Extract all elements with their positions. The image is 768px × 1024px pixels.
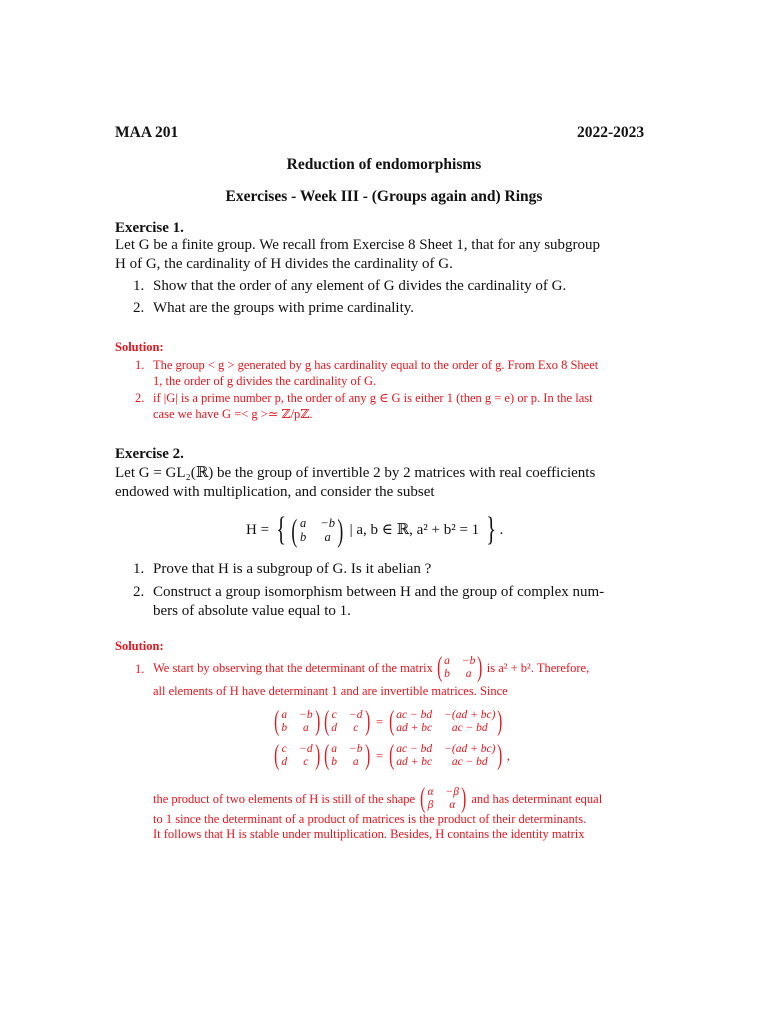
matrix-entry: a: [324, 530, 331, 544]
matrix-entry: b: [281, 722, 288, 734]
exercise-1-line-2: H of G, the cardinality of H divides the cardinality of G.: [115, 256, 453, 272]
exercise-2-q1-number: 1.: [133, 561, 145, 577]
matrix-entry: −b: [461, 655, 476, 667]
set-end: .: [499, 521, 504, 538]
exercise-1-s1: [153, 357, 663, 389]
exercise-2-heading: Exercise 2.: [115, 446, 184, 462]
exercise-2-text: [115, 464, 660, 502]
exercise-2-q2-number: 2.: [133, 584, 145, 600]
matrix-entry: a: [465, 668, 472, 680]
exercise-2-solution-heading: Solution:: [115, 639, 164, 653]
exercise-1-text: [115, 236, 660, 274]
matrix-entry: −d: [299, 743, 313, 755]
matrix-entry: a: [331, 743, 337, 755]
matrix-entry: a: [300, 516, 307, 530]
inline-matrix-ab: ( a −b b a ): [436, 652, 483, 683]
exercise-2-q2: [153, 583, 663, 621]
matrix-entry: c: [353, 722, 359, 734]
exercise-1-s1-line-2: 1, the order of g divides the cardinality of G.: [153, 374, 377, 388]
matrix-entry: −b: [320, 516, 335, 530]
matrix-entry: b: [331, 756, 337, 768]
equals-sign: =: [375, 715, 383, 729]
matrix-entry: −(ad + bc): [444, 709, 496, 721]
exercise-1-s2-line-1: if |G| is a prime number p, the order of any g ∈ G is either 1 (then g = e) or p. In the last: [153, 391, 593, 405]
matrix-entry: a: [302, 722, 309, 734]
s1-post: is a² + b². Therefore,: [486, 661, 590, 675]
s1-shape-post: and has determinant equal: [471, 792, 603, 806]
right-brace: }: [486, 511, 497, 548]
matrix-entry: d: [331, 722, 337, 734]
matrix-entry: ad + bc: [396, 756, 433, 768]
shape-matrix: ( α −β β α ): [420, 783, 467, 814]
matrix-entry: c: [303, 756, 309, 768]
matrix-entry: ac − bd: [396, 709, 433, 721]
exercise-2-s1-line-1: [153, 651, 589, 685]
eq2-matrix-ab: ( a −b b a ): [324, 740, 370, 771]
matrix-entry: ac − bd: [451, 722, 488, 734]
exercise-2-s1-line-4: to 1 since the determinant of a product of matrices is the product of their determinants.: [153, 812, 587, 826]
matrix-entry: a: [444, 655, 450, 667]
exercise-2-line-2: endowed with multiplication, and consider the subset: [115, 484, 435, 500]
equals-sign: =: [375, 749, 383, 763]
matrix-entry: ad + bc: [396, 722, 433, 734]
matrix-entry: ac − bd: [396, 743, 433, 755]
exercise-1-q1: Show that the order of any element of G divides the cardinality of G.: [153, 278, 567, 294]
s1-pre: We start by observing that the determinant of the matrix: [153, 661, 433, 675]
exercise-1-s2-number: 2.: [135, 391, 145, 405]
exercise-2-q1: Prove that H is a subgroup of G. Is it abelian ?: [153, 561, 432, 577]
matrix-entry: d: [281, 756, 288, 768]
eq1-matrix-ab: ( a −b b a ): [274, 706, 320, 737]
equation-comma: ,: [506, 749, 510, 763]
exercise-1-q2: What are the groups with prime cardinality.: [153, 300, 415, 316]
matrix-entry: b: [444, 668, 450, 680]
matrix-entry: β: [427, 799, 434, 811]
matrix-entry: c: [281, 743, 287, 755]
matrix-entry: a: [352, 756, 359, 768]
exercise-2-s1-line-5: It follows that H is stable under multiplication. Besides, H contains the identity matrix: [153, 827, 585, 841]
matrix-entry: −β: [445, 786, 459, 798]
eq2-matrix-cd: ( c −d d c ): [274, 740, 320, 771]
eq1-result-matrix: ( ac − bd −(ad + bc) ad + bc ac − bd ): [389, 706, 503, 737]
matrix-entry: −b: [349, 743, 363, 755]
s1-shape-pre: the product of two elements of H is still of the shape: [153, 792, 416, 806]
exercise-1-s1-number: 1.: [135, 358, 145, 372]
exercise-1-s1-line-1: The group < g > generated by g has cardinality equal to the order of g. From Exo 8 Sheet: [153, 358, 599, 372]
matrix-entry: α: [427, 786, 434, 798]
matrix-entry: α: [449, 799, 456, 811]
matrix-entry: b: [300, 530, 307, 544]
academic-year: 2022-2023: [577, 124, 645, 141]
set-lhs: H =: [246, 521, 270, 538]
equation-1: [272, 705, 505, 739]
set-definition: [246, 510, 503, 550]
exercise-1-line-1: Let G be a finite group. We recall from Exercise 8 Sheet 1, that for any subgroup: [115, 237, 601, 253]
left-brace: {: [276, 511, 287, 548]
matrix-ab: ( a −b b a ): [291, 512, 344, 548]
set-condition: | a, b ∈ ℝ, a² + b² = 1: [349, 521, 480, 538]
matrix-entry: ac − bd: [451, 756, 488, 768]
sheet-title: Reduction of endomorphisms: [286, 156, 482, 173]
exercise-1-heading: Exercise 1.: [115, 220, 184, 236]
exercise-2-s1-number: 1.: [135, 662, 145, 676]
matrix-entry: a: [281, 709, 288, 721]
matrix-entry: c: [331, 709, 337, 721]
matrix-entry: −b: [299, 709, 313, 721]
exercise-1-solution-heading: Solution:: [115, 340, 164, 354]
exercise-2-q2-line-2: bers of absolute value equal to 1.: [153, 603, 351, 619]
exercise-1-s2-line-2: case we have G =< g >≃ ℤ/pℤ.: [153, 407, 313, 421]
equation-2: [272, 739, 510, 773]
exercise-1-q2-number: 2.: [133, 300, 145, 316]
matrix-entry: −d: [349, 709, 363, 721]
exercise-1-s2: [153, 390, 663, 422]
exercise-2-line-1: Let G = GL₂(ℝ) be the group of invertible 2 by 2 matrices with real coefficients: [115, 465, 596, 481]
matrix-entry: −(ad + bc): [444, 743, 496, 755]
exercise-2-q2-line-1: Construct a group isomorphism between H and the group of complex num-: [153, 584, 605, 600]
sheet-subtitle: Exercises - Week III - (Groups again and) Rings: [225, 188, 543, 205]
exercise-2-s1-line-2: all elements of H have determinant 1 and are invertible matrices. Since: [153, 684, 508, 698]
eq2-result-matrix: ( ac − bd −(ad + bc) ad + bc ac − bd ): [389, 740, 503, 771]
eq1-matrix-cd: ( c −d d c ): [324, 706, 370, 737]
exercise-1-q1-number: 1.: [133, 278, 145, 294]
course-code: MAA 201: [115, 124, 179, 141]
